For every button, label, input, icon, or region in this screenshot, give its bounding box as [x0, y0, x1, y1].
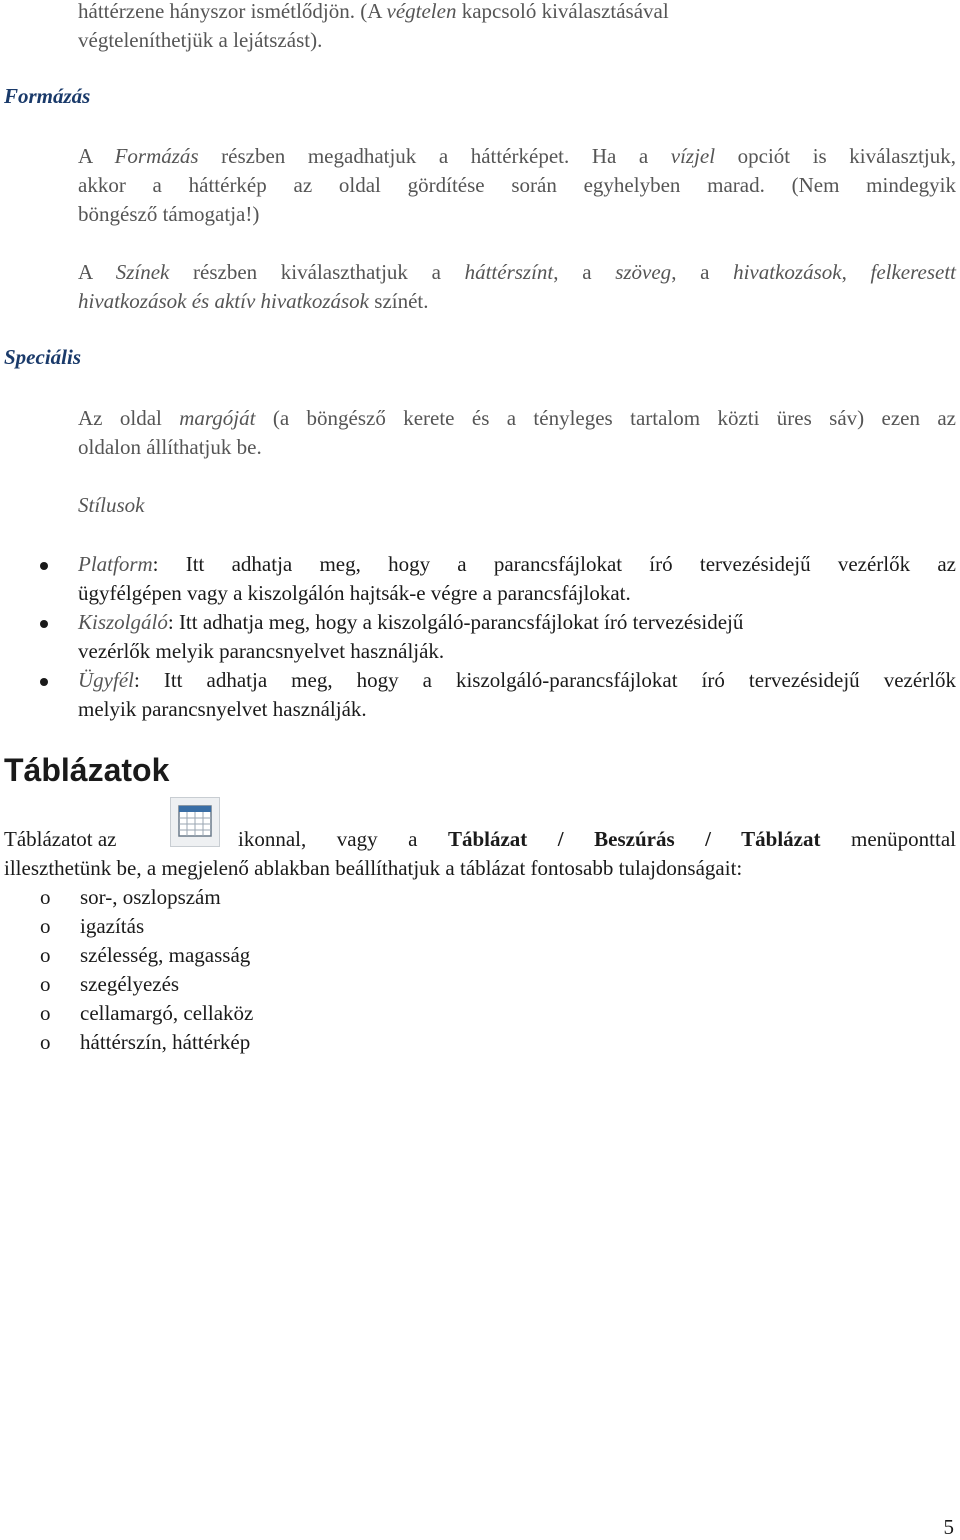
margo-paragraph-line-1: Az oldal margóját (a böngésző kerete és a tényleges tartalom közti üres sáv) ezen az [78, 406, 957, 430]
list-item: szélesség, magasság [80, 943, 251, 967]
bullet-platform-line-2: ügyfélgépen vagy a kiszolgálón hajtsák-e végre a parancsfájlokat. [78, 581, 631, 605]
list-item: cellamargó, cellaköz [80, 1001, 254, 1025]
list-marker: o [40, 1030, 51, 1054]
bullet-dot [40, 678, 48, 686]
formazas-paragraph-line-1: A Formázás részben megadhatjuk a háttérképet. Ha a vízjel opciót is kiválasztjuk, [78, 144, 956, 168]
bullet-kiszolgalo-line-1: Kiszolgáló: Itt adhatja meg, hogy a kiszolgáló-parancsfájlokat író tervezésidejű [78, 610, 744, 634]
bullet-platform-line-1: Platform: Itt adhatja meg, hogy a parancsfájlokat író tervezésidejű vezérlők az [78, 552, 956, 576]
list-item: háttérszín, háttérkép [80, 1030, 251, 1054]
formazas-paragraph-line-2: akkor a háttérkép az oldal gördítése során egyhelyben marad. (Nem mindegyik [78, 173, 956, 197]
list-item: szegélyezés [80, 972, 180, 996]
margo-paragraph-line-2: oldalon állíthatjuk be. [78, 435, 262, 459]
bullet-dot [40, 620, 48, 628]
list-marker: o [40, 1001, 51, 1025]
bullet-dot [40, 562, 48, 570]
list-marker: o [40, 972, 51, 996]
bullet-kiszolgalo-line-2: vezérlők melyik parancsnyelvet használják. [78, 639, 445, 663]
list-marker: o [40, 885, 51, 909]
side-label-formazas: Formázás [4, 84, 91, 108]
intro-line-2: végteleníthetjük a lejátszást). [78, 28, 323, 52]
tablazatok-paragraph-start: Táblázatot az [4, 827, 117, 851]
table-icon [170, 797, 220, 847]
section-heading-tablazatok: Táblázatok [4, 752, 170, 788]
bullet-ugyfel-line-1: Ügyfél: Itt adhatja meg, hogy a kiszolgáló-parancsfájlokat író tervezésidejű vezérlők [78, 668, 956, 692]
tablazatok-paragraph-line-1: ikonnal, vagy a Táblázat / Beszúrás / Táblázat menüponttal [238, 827, 956, 851]
list-marker: o [40, 914, 51, 938]
stilusok-label: Stílusok [78, 493, 145, 517]
tablazatok-paragraph-line-2: illeszthetünk be, a megjelenő ablakban beállíthatjuk a táblázat fontosabb tulajdonságait: [4, 856, 743, 880]
page-number: 5 [943, 1515, 954, 1539]
list-marker: o [40, 943, 51, 967]
intro-line-1: háttérzene hányszor ismétlődjön. (A végtelen kapcsoló kiválasztásával [78, 0, 669, 23]
szinek-paragraph-line-1: A Színek részben kiválaszthatjuk a háttérszínt, a szöveg, a hivatkozások, felkeresett [78, 260, 957, 284]
szinek-paragraph-line-2: hivatkozások és aktív hivatkozások színét. [78, 289, 429, 313]
bullet-ugyfel-line-2: melyik parancsnyelvet használják. [78, 697, 367, 721]
side-label-specialis: Speciális [4, 345, 81, 369]
formazas-paragraph-line-3: böngésző támogatja!) [78, 202, 260, 226]
list-item: sor-, oszlopszám [80, 885, 221, 909]
list-item: igazítás [80, 914, 145, 938]
